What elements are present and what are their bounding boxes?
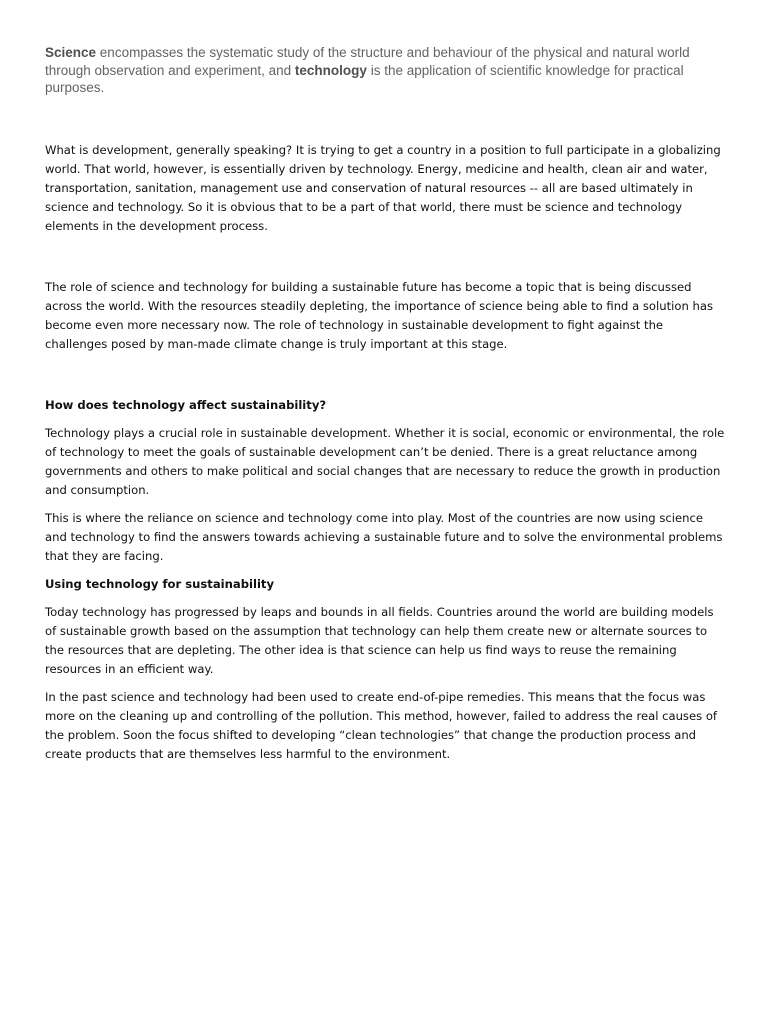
role-paragraph: The role of science and technology for building a sustainable future has become a topic that is being discussed across the world. With the resources steadily depleting, the importance of science being able to find a solution has become even more necessary now. The role of technology in sustainable development to fight against the challenges posed by man-made climate change is truly important at this stage. xyxy=(45,279,713,351)
crucial-role-paragraph: Technology plays a crucial role in sustainable development. Whether it is social, economic or environmental, the role of technology to meet the goals of sustainable development can’t be denied. There is a great reluctance among governments and others to make political and social changes that are necessary to reduce the growth in production and consumption. xyxy=(45,425,725,497)
development-paragraph: What is development, generally speaking? It is trying to get a country in a position to full participate in a globalizing world. That world, however, is essentially driven by technology. Energy, medicine and health, clean air and water, transportation, sanitation, management use and conservation of natural resources -- all are based ultimately in science and technology. So it is obvious that to be a part of that world, there must be science and technology elements in the development process. xyxy=(45,142,721,233)
progressed-paragraph: Today technology has progressed by leaps and bounds in all fields. Countries around the world are building models of sustainable growth based on the assumption that technology can help them create new or alternate sources to the resources that are depleting. The other idea is that science can help us find ways to reuse the remaining resources in an efficient way. xyxy=(45,604,714,676)
heading-technology-affect: How does technology affect sustainability? xyxy=(45,397,327,412)
intro-paragraph xyxy=(45,44,725,97)
intro-text-part2: is the application of scientific knowledge for practical purposes. xyxy=(45,62,684,95)
science-term: Science xyxy=(45,45,97,60)
past-remedies-paragraph: In the past science and technology had been used to create end-of-pipe remedies. This means that the focus was more on the cleaning up and controlling of the pollution. This method, however, failed to address the real causes of the problem. Soon the focus shifted to developing “clean technologies” that change the production process and create products that are themselves less harmful to the environment. xyxy=(45,689,717,761)
intro-text-part1: encompasses the systematic study of the structure and behaviour of the physical and natural world through observation and experiment, and xyxy=(45,45,690,78)
reliance-paragraph: This is where the reliance on science and technology come into play. Most of the countries are now using science and technology to find the answers towards achieving a sustainable future and to solve the environmental problems that they are facing. xyxy=(45,510,723,563)
document-body xyxy=(45,44,725,764)
technology-term: technology xyxy=(294,62,367,78)
heading-using-technology: Using technology for sustainability xyxy=(45,576,275,591)
